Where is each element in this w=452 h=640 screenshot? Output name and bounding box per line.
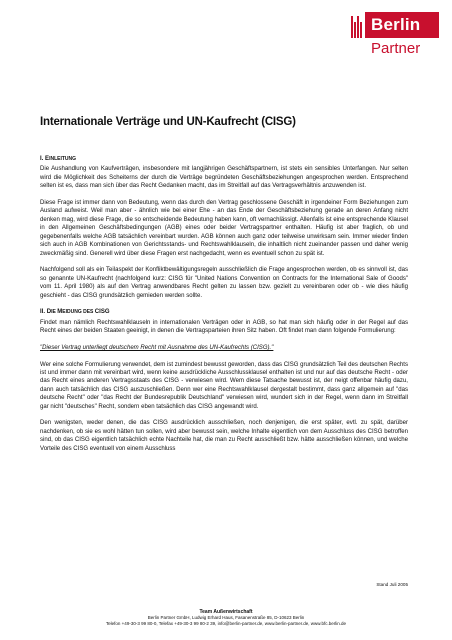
page-title: Internationale Verträge und UN-Kaufrecht (CISG) [40, 116, 296, 128]
paragraph: Nachfolgend soll als ein Teilaspekt der Konfliktbewältigungsregeln ausschließlich die Frage angesprochen werden, ob es sinnvoll ist, das so genannte UN-Kaufrecht (nachfolgend kurz: CISG für "United Nations Convention on Contracts for the International Sale of Goods" vom 11. April 1980) als auf den Vertrag anwendbares Recht gelten zu lassen bzw. gezielt zu vereinbaren oder ob - wie dies häufig geschieht - das CISG grundsätzlich gemieden werden sollte. [40, 267, 408, 299]
berlin-partner-logo [351, 12, 439, 58]
footer-team: Team Außenwirtschaft [199, 609, 253, 615]
document-body [40, 155, 408, 461]
logo-text-partner: Partner [371, 40, 421, 57]
quoted-clause: "Dieser Vertrag unterliegt deutschem Recht mit Ausnahme des UN-Kaufrechts (CISG)." [40, 344, 274, 351]
paragraph: Die Aushandlung von Kaufverträgen, insbesondere mit langjährigen Geschäftspartnern, ist stets ein sensibles Unterfangen. Nur selten wird die Möglichkeit des Scheiterns der durch die Verträge begründeten Geschäftsbeziehungen angesprochen werden. Entsprechend selten ist es, dass man sich über das Recht Gedanken macht, das im Streitfall auf das Vertragsverhältnis anzuwenden ist. [40, 166, 408, 190]
paragraph: Den wenigsten, weder denen, die das CISG ausdrücklich ausschließen, noch denjenigen, die erst später, evtl. zu spät, darüber nachdenken, ob sie es wohl hätten tun sollen, wird aber bewusst sein, welche Inhalte eigentlich von dem Ausschluss des CISG betroffen sind, ob das CISG eigentlich tatsächlich echte Nachteile hat, die man zu Recht ausschließt bzw. hätte ausschließen können, und welche Vorteile des CISG eventuell von einem Ausschluss [40, 420, 408, 452]
section-heading-einleitung: I. EINLEITUNG [40, 156, 77, 162]
footer-address: Berlin Partner GmbH, Ludwig Erhard Haus, Fasanenstraße 85, D-10623 Berlin [147, 615, 305, 621]
paragraph: Wer eine solche Formulierung verwendet, dem ist zumindest bewusst geworden, dass das CISG grundsätzlich Teil des deutschen Rechts ist und immer dann mit vereinbart wird, wenn keine ausdrückliche Ausschlussklausel enthalten ist und nur auf das deutsche Recht - oder das Recht eines anderen Vertragsstaats des CISG - verwiesen wird. Wem diese Tatsache bewusst ist, der neigt offenbar häufig dazu, dann auch tatsächlich das CISG auszuschließen. Denn wer eine Rechtswahlklausel dergestalt bestimmt, dass ganz allgemein auf "das deutsche Recht" oder "das Recht der Bundesrepublik Deutschland" verwiesen wird, wundert sich in der Regel, wenn dann im Streitfall gar nicht "deutsches" Recht, sondern eben tatsächlich das CISG angewandt wird. [40, 361, 408, 410]
paragraph: Findet man nämlich Rechtswahlklauseln in internationalen Verträgen oder in AGB, so hat man sich häufig oder in der Regel auf das Recht eines der beiden Staaten geeinigt, in denen die Vertragsparteien ihren Sitz haben. Oft findet man dann folgende Formulierung: [40, 319, 408, 335]
footer-contact: Telefon +49-30-3 99 80-0, Telefax +49-30-3 99 80-2 39, info@berlin-partner.de, www.berlin-partner.de, www.bfc.berlin.de [105, 621, 347, 627]
brandenburg-gate-icon [351, 12, 362, 58]
date-stamp: Stand Juli 2005 [376, 582, 408, 587]
page-footer [0, 609, 452, 628]
section-heading-meidung: II. DIE MEIDUNG DES CISG [40, 309, 110, 316]
paragraph: Diese Frage ist immer dann von Bedeutung, wenn das durch den Vertrag geschlossene Geschäft in irgendeiner Form Beziehungen zum Ausland aufweist. Weil man aber - ähnlich wie bei einer Ehe - an das Ende der Geschäftsbeziehung gerade an deren Anfang nicht denken mag, wird diese Frage, die so entscheidende Bedeutung haben kann, oft vernachlässigt. Allenfalls ist eine entsprechende Klausel in den Allgemeinen Geschäftsbedingungen (AGB) eines oder beider Vertragspartner enthalten. Häufig ist aber fraglich, ob und gegebenenfalls welche AGB tatsächlich vereinbart wurden. AGB können auch ganz oder teilweise unwirksam sein. Immer wieder finden sich auch in AGB Kombinationen von Gerichtsstands- und Rechtswahlklauseln, die inhaltlich nicht zueinander passen und daher wenig zweckmäßig sind. Generell wird über diese Fragen erst nachgedacht, wenn es eventuell schon zu spät ist. [40, 200, 408, 257]
logo-text-berlin: Berlin [371, 15, 421, 34]
